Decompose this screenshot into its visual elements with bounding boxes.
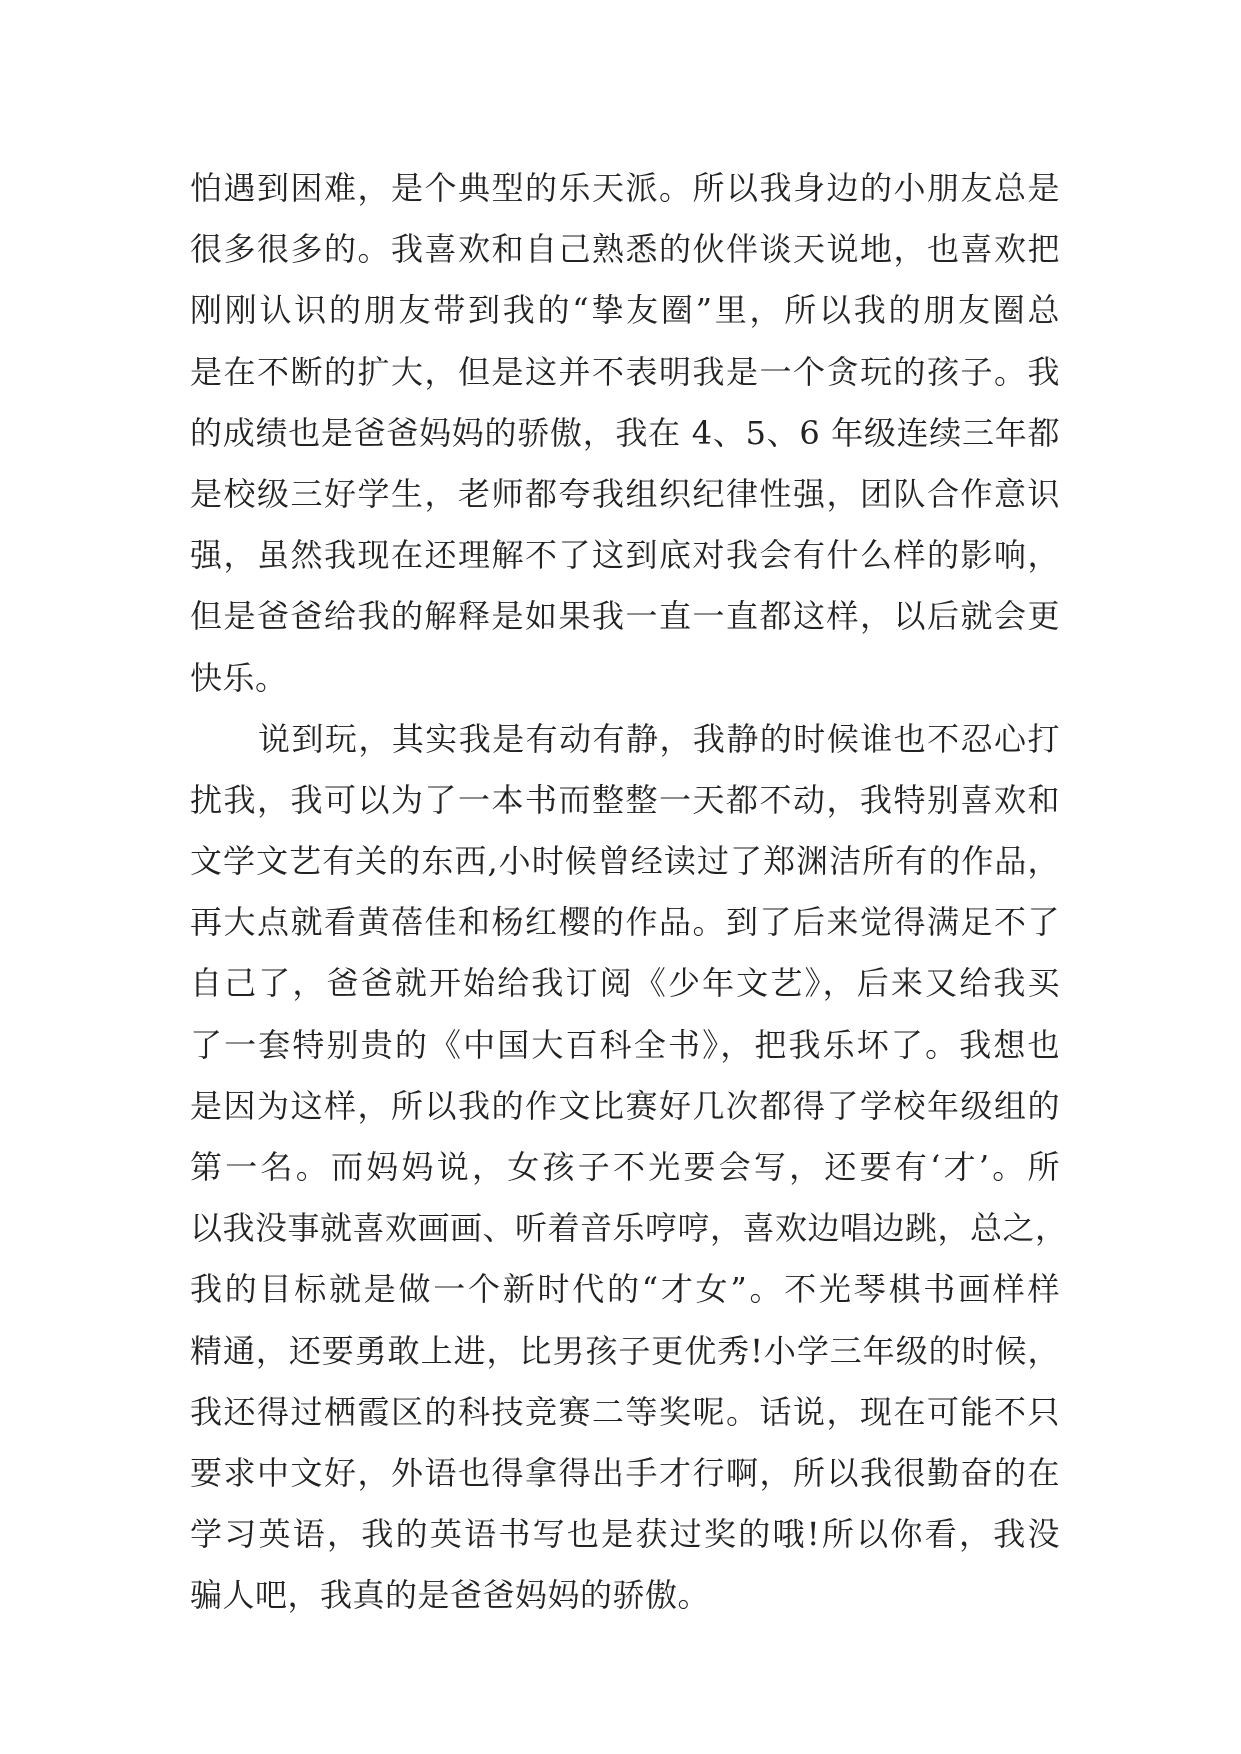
text-line: 要求中文好，外语也得拿得出手才行啊，所以我很勤奋的在 — [190, 1453, 1060, 1492]
text-line: 自己了，爸爸就开始给我订阅《少年文艺》，后来又给我买 — [190, 964, 1060, 1003]
text-line: 的成绩也是爸爸妈妈的骄傲，我在 4、5、6 年级连续三年都 — [190, 413, 1060, 452]
paragraph-1 — [190, 158, 1060, 709]
text-line: 第一名。而妈妈说，女孩子不光要会写，还要有‘才’。所 — [190, 1148, 1060, 1186]
document-body — [190, 158, 1068, 1627]
text-line: 怕遇到困难，是个典型的乐天派。所以我身边的小朋友总是 — [190, 169, 1060, 207]
text-line: 精通，还要勇敢上进，比男孩子更优秀!小学三年级的时候， — [190, 1331, 1060, 1370]
text-line: 说到玩，其实我是有动有静，我静的时候谁也不忍心打 — [258, 719, 1060, 758]
text-line: 再大点就看黄蓓佳和杨红樱的作品。到了后来觉得满足不了 — [190, 903, 1060, 942]
text-line: 文学文艺有关的东西,小时候曾经读过了郑渊洁所有的作品， — [190, 842, 1060, 881]
text-line: 是校级三好学生，老师都夸我组织纪律性强，团队合作意识 — [190, 474, 1060, 513]
text-line: 了一套特别贵的《中国大百科全书》，把我乐坏了。我想也 — [190, 1025, 1060, 1064]
text-line: 是因为这样，所以我的作文比赛好几次都得了学校年级组的 — [190, 1086, 1060, 1125]
text-line: 以我没事就喜欢画画、听着音乐哼哼，喜欢边唱边跳，总之， — [190, 1209, 1068, 1248]
text-line: 强，虽然我现在还理解不了这到底对我会有什么样的影响， — [190, 536, 1060, 575]
text-line: 是在不断的扩大，但是这并不表明我是一个贪玩的孩子。我 — [190, 352, 1060, 391]
paragraph-2 — [190, 709, 1068, 1627]
text-line: 但是爸爸给我的解释是如果我一直一直都这样，以后就会更 — [190, 597, 1060, 636]
text-line: 很多很多的。我喜欢和自己熟悉的伙伴谈天说地，也喜欢把 — [190, 230, 1060, 269]
text-line: 骗人吧，我真的是爸爸妈妈的骄傲。 — [190, 1576, 711, 1615]
text-line: 快乐。 — [190, 658, 288, 697]
text-line: 刚刚认识的朋友带到我的“挚友圈”里，所以我的朋友圈总 — [190, 291, 1060, 330]
text-line: 扰我，我可以为了一本书而整整一天都不动，我特别喜欢和 — [190, 780, 1060, 819]
text-line: 我还得过栖霞区的科技竞赛二等奖呢。话说，现在可能不只 — [190, 1392, 1060, 1431]
text-line: 学习英语，我的英语书写也是获过奖的哦!所以你看，我没 — [190, 1515, 1060, 1554]
text-line: 我的目标就是做一个新时代的“才女”。不光琴棋书画样样 — [190, 1270, 1060, 1309]
